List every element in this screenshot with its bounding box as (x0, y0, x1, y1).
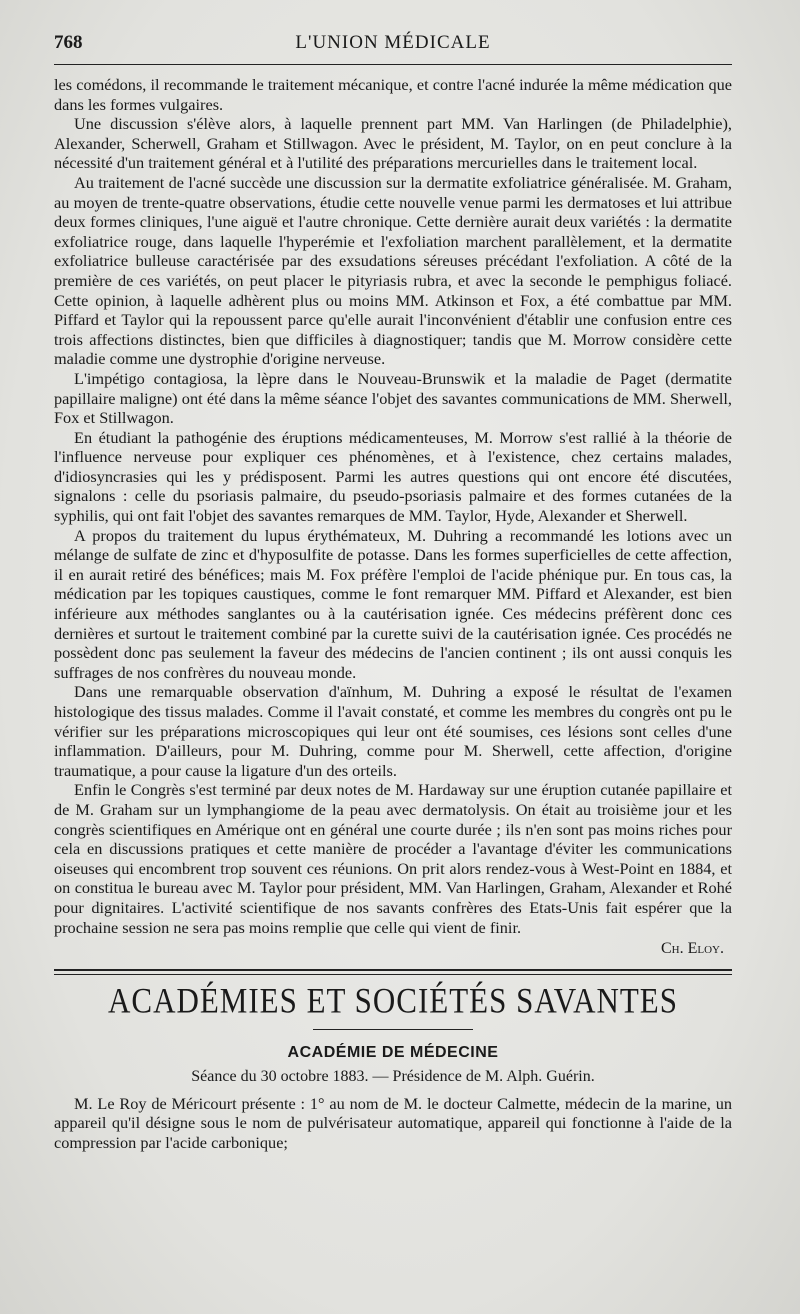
paragraph: L'impétigo contagiosa, la lèpre dans le Nouveau-Brunswik et la maladie de Paget (dermatite papillaire maligne) ont été dans la même séance l'objet des savantes communications de MM. Sherwell, Fox et Stillwagon. (54, 368, 732, 428)
seance-line: Séance du 30 octobre 1883. — Présidence de M. Alph. Guérin. (191, 1067, 595, 1085)
paragraph: Enfin le Congrès s'est terminé par deux notes de M. Hardaway sur une éruption cutanée papillaire et de M. Graham sur un lymphangiome de la peau avec dermatolysis. On était au troisième jour et les congrès scientifiques en Amérique ont en général une courte durée ; ils n'en sont pas moins riches pour cela en discussions pratiques et cette manière de procéder a l'avantage d'éviter les communications oiseuses qui encombrent trop souvent ces réunions. On prit alors rendez-vous à West-Point en 1884, et on constitua le bureau avec M. Taylor pour président, MM. Van Harlingen, Graham, Alexander et Rohé pour dignitaires. L'activité scientifique de nos savants confrères des Etats-Unis fait espérer que la prochaine session ne sera pas moins remplie que celle qui vient de finir. (54, 780, 732, 937)
paragraph: Au traitement de l'acné succède une discussion sur la dermatite exfoliatrice généralisée. M. Graham, au moyen de trente-quatre observations, étudie cette nouvelle venue parmi les dermatoses et lui attribue deux formes cliniques, l'une aiguë et l'autre chronique. Cette dernière aurait deux variétés : la dermatite exfoliatrice rouge, dans laquelle l'hyperémie et l'exfoliation marchent parallèlement, et la dermatite exfoliatrice bulleuse caractérisée par des exsudations séreuses précédant l'exfoliation. A côté de la première de ces variétés, on peut placer le pityriasis rubra, et avec la seconde le pemphigus foliacé. Cette opinion, à laquelle adhèrent plus ou moins MM. Atkinson et Fox, a été combattue par MM. Piffard et Taylor qui la repoussent parce qu'elle aurait l'inconvénient d'établir une confusion entre ces trois affections distinctes, bien que difficiles à diagnostiquer; tandis que M. Morrow considère cette maladie comme une dystrophie d'origine nerveuse. (54, 172, 732, 369)
header-rule (54, 64, 732, 65)
paragraph: En étudiant la pathogénie des éruptions médicamenteuses, M. Morrow s'est rallié à la théorie de l'influence nerveuse pour expliquer ces phénomènes, et à l'existence, chez certains malades, d'idiosyncrasies qui les y prédisposent. Parmi les autres questions qui ont encore été discutées, signalons : celle du psoriasis palmaire, du pseudo-psoriasis palmaire et des formes cutanées de la syphilis, qui ont fait l'objet des savantes remarques de MM. Taylor, Hyde, Alexander et Sherwell. (54, 427, 732, 526)
paragraph: A propos du traitement du lupus érythémateux, M. Duhring a recommandé les lotions avec un mélange de sulfate de zinc et d'hyposulfite de potasse. Dans les formes superficielles de cette affection, il en aurait retiré des bénéfices; mais M. Fox préfère l'emploi de l'acide phénique pur. En tous cas, la médication par les topiques caustiques, comme le font remarquer MM. Piffard et Alexander, est bien inférieure aux méthodes sanglantes ou à la cautérisation ignée. Ces médecins préfèrent donc ces dernières et surtout le traitement combiné par la curette suivi de la cautérisation ignée. Ces procédés ne possèdent donc pas seulement la faveur des médecins de l'ancien continent ; ils ont aussi conquis les suffrages de nos confrères du nouveau monde. (54, 525, 732, 682)
section-divider (54, 969, 732, 975)
paragraph: les comédons, il recommande le traitement mécanique, et contre l'acné indurée la même médication que dans les formes vulgaires. (54, 75, 732, 114)
academy-report (54, 1094, 732, 1153)
paragraph: Dans une remarquable observation d'aïnhum, M. Duhring a exposé le résultat de l'examen histologique des tissus malades. Comme il l'avait constaté, et comme les membres du congrès ont pu le vérifier sur les préparations microscopiques qui leur ont été soumises, ces lésions sont celles d'une inflammation. D'ailleurs, pour M. Duhring, comme pour M. Sherwell, cette affection, d'origine traumatique, a pour cause la ligature d'un des orteils. (54, 682, 732, 780)
title-underline (313, 1029, 473, 1030)
page-number: 768 (54, 32, 83, 53)
subsection-title: ACADÉMIE DE MÉDECINE (287, 1043, 499, 1061)
section-title: ACADÉMIES ET SOCIÉTÉS SAVANTES (108, 980, 678, 1021)
paragraph: M. Le Roy de Méricourt présente : 1° au nom de M. le docteur Calmette, médecin de la marine, un appareil qu'il désigne sous le nom de pulvérisateur automatique, appareil qui fonctionne à l'aide de la compression par l'acide carbonique; (54, 1093, 732, 1152)
page-header (54, 28, 732, 58)
running-head: L'UNION MÉDICALE (295, 32, 491, 53)
article-body (54, 75, 732, 959)
paragraph: Une discussion s'élève alors, à laquelle prennent part MM. Van Harlingen (de Philadelphie), Alexander, Scherwell, Graham et Stillwagon. Avec le président, M. Taylor, on en peut conclure à la nécessité d'un traitement général et à l'utilité des préparations mercurielles dans le traitement local. (54, 114, 732, 173)
author-signature: Ch. Eloy. (661, 940, 724, 958)
